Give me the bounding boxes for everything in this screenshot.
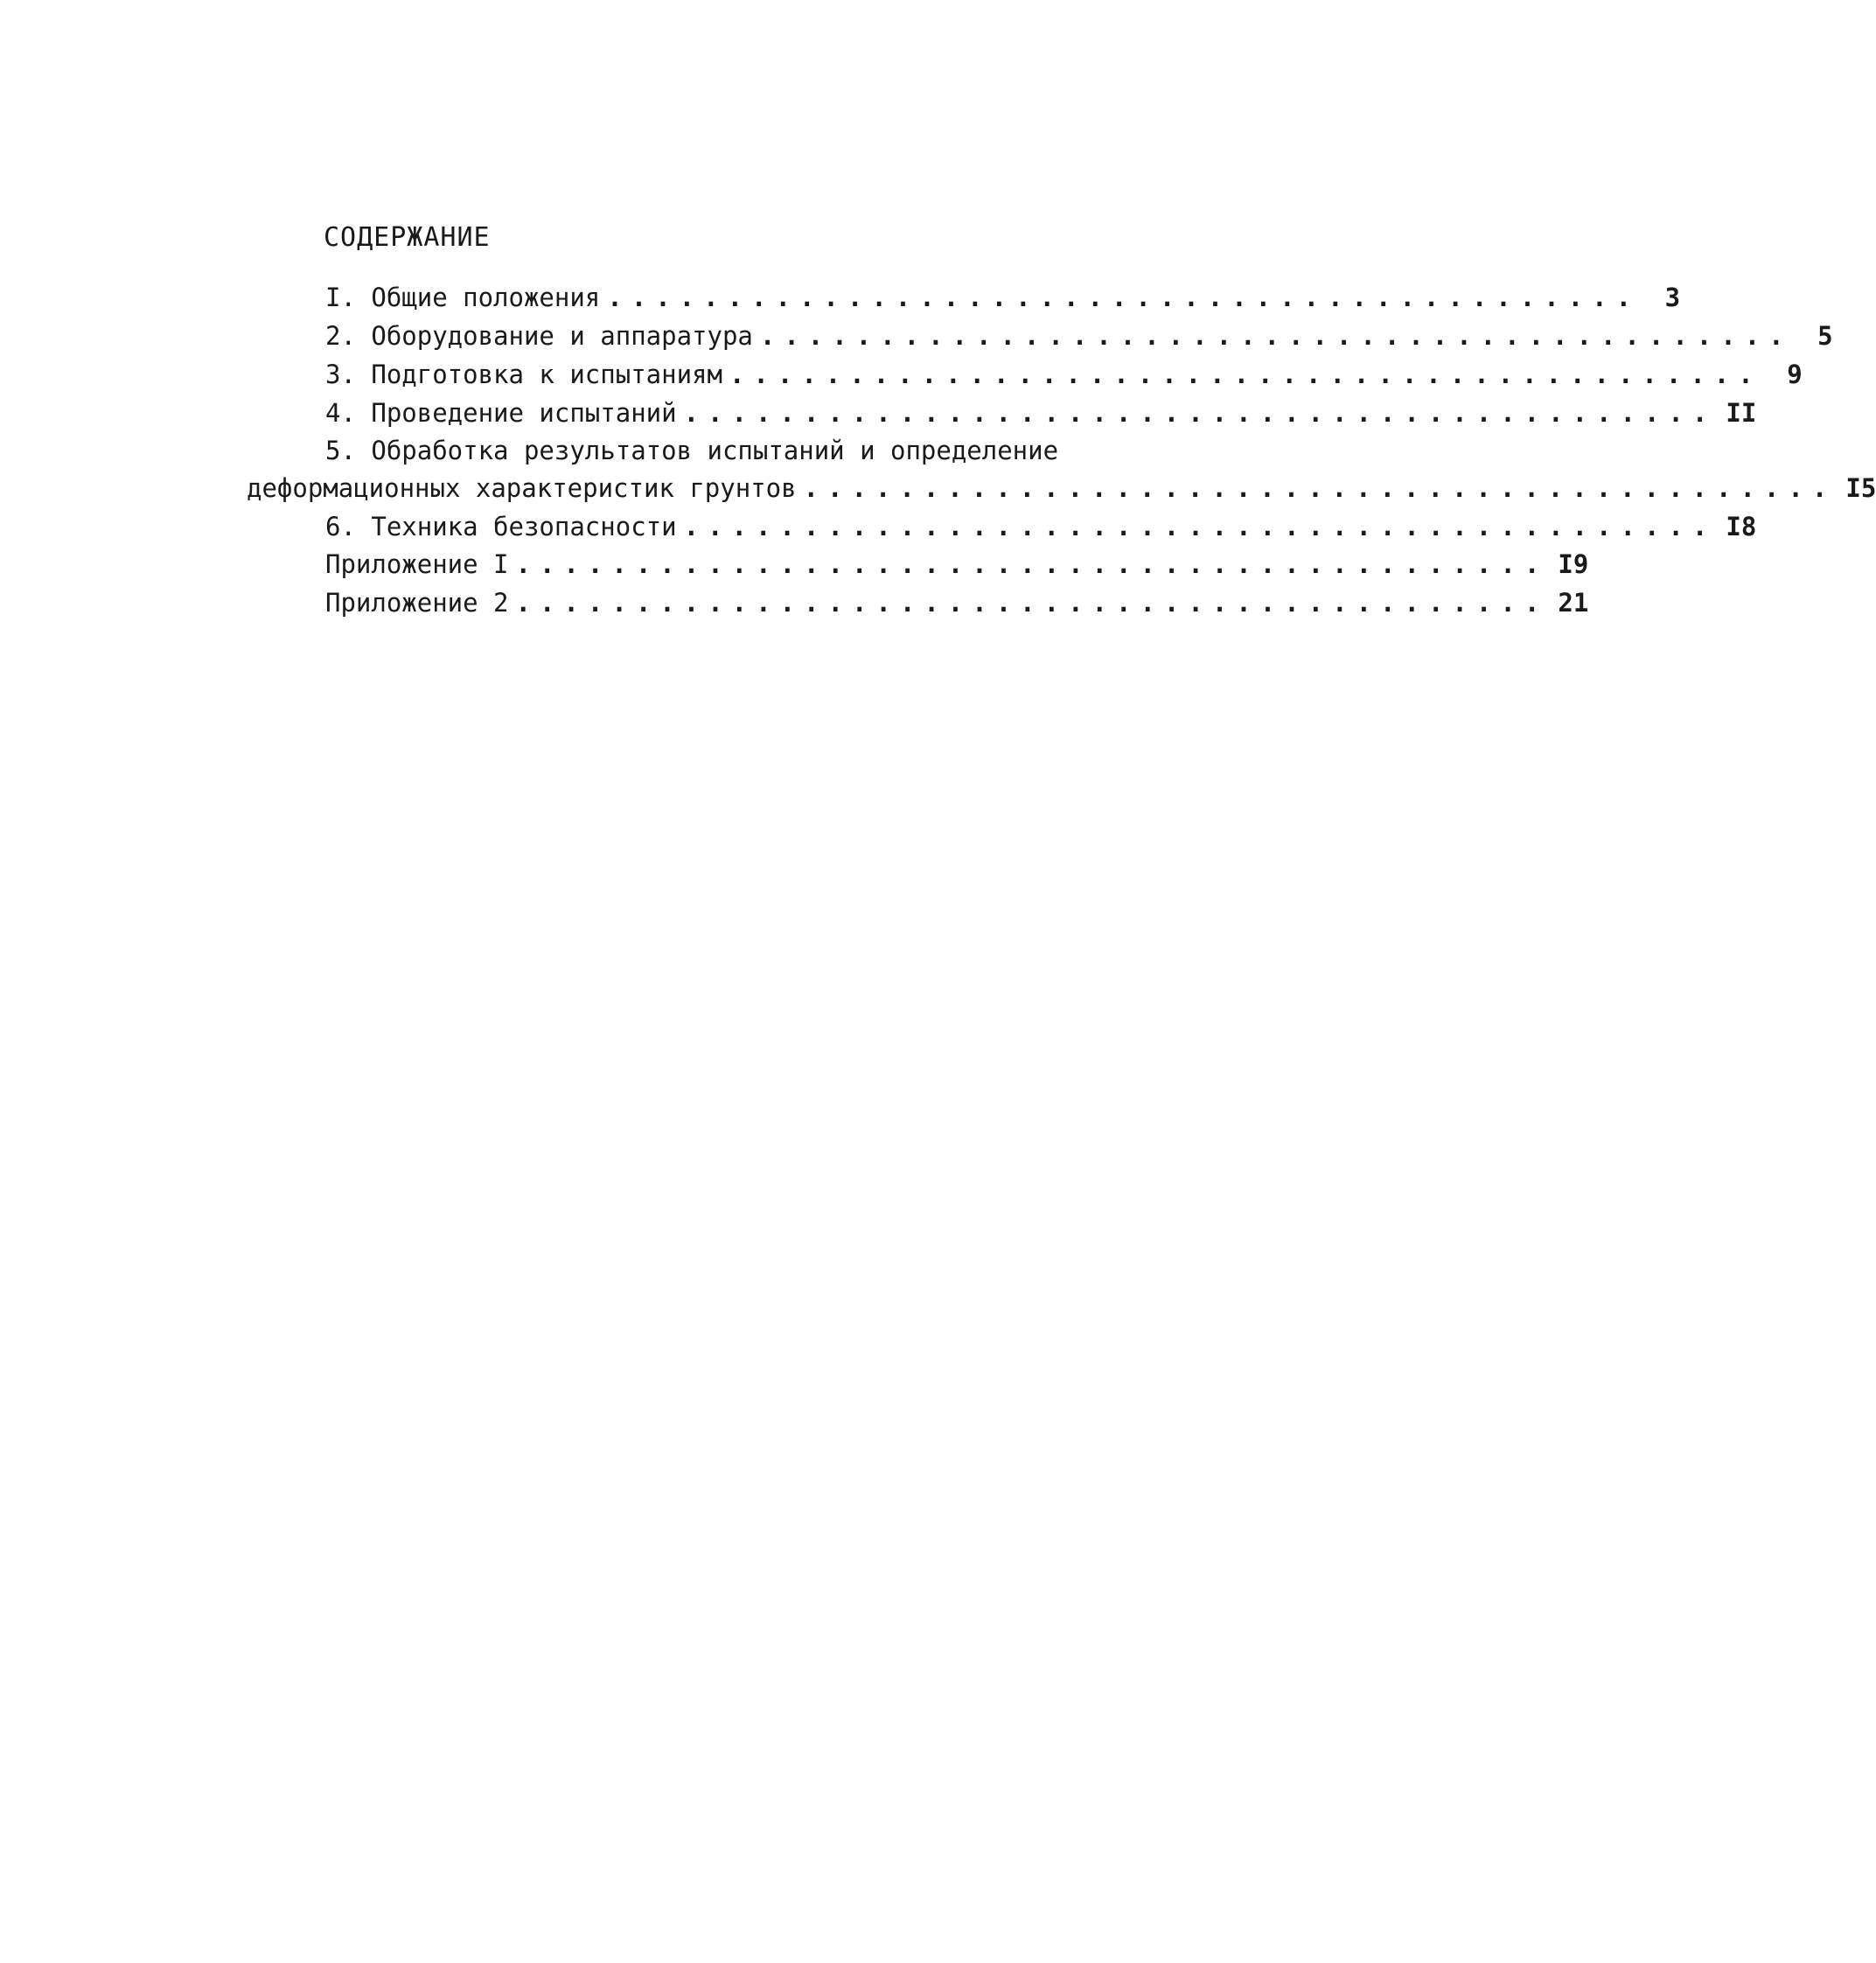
toc-entry-page: I5 — [1845, 473, 1876, 503]
toc-entry — [325, 398, 1757, 433]
toc-entry-page: 21 — [1558, 588, 1589, 618]
toc-entry-title: 4. Проведение испытаний — [325, 398, 677, 428]
dot-leader: ........................................... — [803, 473, 1837, 503]
dot-leader: ........................................... — [683, 398, 1717, 428]
dot-leader: ........................................... — [729, 360, 1762, 389]
toc-entry — [325, 549, 1589, 584]
toc-entry-page: I9 — [1558, 549, 1589, 579]
toc-entry-page: II — [1726, 398, 1757, 428]
dot-leader: ........................................... — [515, 588, 1549, 618]
toc-entry-title: деформационных характеристик грунтов — [247, 473, 797, 503]
dot-leader: ........................................... — [759, 321, 1793, 351]
toc-entry-page: I8 — [1726, 512, 1757, 541]
toc-entry-title: 3. Подготовка к испытаниям — [325, 360, 722, 389]
toc-entry — [325, 321, 1833, 356]
toc-entry — [325, 283, 1681, 318]
toc-entry-title: 2. Оборудование и аппаратура — [325, 321, 753, 351]
toc-entry — [325, 588, 1589, 623]
toc-entry-page: 3 — [1664, 283, 1681, 312]
toc-entry-title: I. Общие положения — [325, 283, 601, 312]
dot-leader: ........................................... — [683, 512, 1717, 541]
dot-leader: ........................................... — [607, 283, 1641, 312]
toc-entry — [325, 436, 1209, 471]
dot-leader: ........................................... — [515, 549, 1549, 579]
toc-entry-page: 5 — [1817, 321, 1833, 351]
toc-entry-title: Приложение I — [325, 549, 509, 579]
toc-entry-page: 9 — [1787, 360, 1803, 389]
toc-entry-title: Приложение 2 — [325, 588, 509, 618]
toc-entry-title: 5. Обработка результатов испытаний и определение — [325, 436, 1059, 465]
toc-entry-title: 6. Техника безопасности — [325, 512, 677, 541]
toc-entry — [325, 512, 1757, 547]
toc-entry — [325, 360, 1803, 395]
page-title: СОДЕРЖАНИЕ — [324, 222, 491, 253]
toc-entry — [247, 473, 1876, 508]
